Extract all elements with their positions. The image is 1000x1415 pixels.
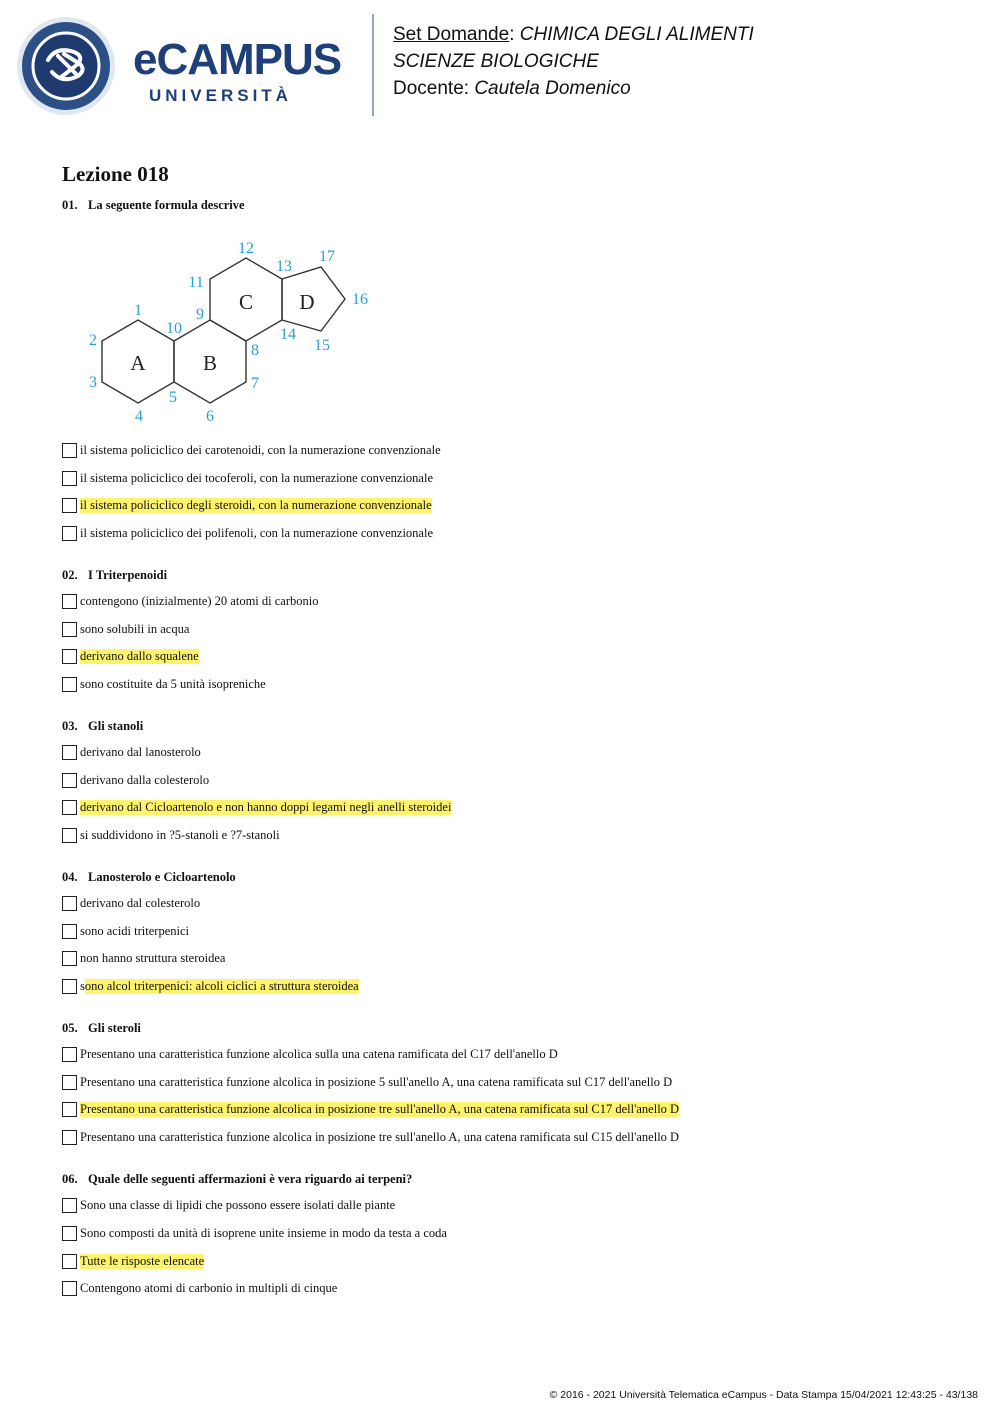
brand-wordmark [133, 35, 342, 106]
answer-checkbox[interactable] [62, 979, 77, 994]
atom-number: 1 [134, 302, 142, 319]
answer-checkbox[interactable] [62, 594, 77, 609]
answer-text: il sistema policiclico dei carotenoidi, con la numerazione convenzionale [80, 442, 441, 457]
answer-text: derivano dal colesterolo [80, 895, 201, 910]
answer-option[interactable] [62, 895, 200, 911]
answer-checkbox[interactable] [62, 622, 77, 637]
answer-option-correct[interactable] [62, 799, 451, 815]
atom-number: 5 [169, 389, 177, 406]
atom-number: 14 [280, 326, 296, 343]
question-01 [62, 198, 245, 213]
answer-text: Sono composti da unità di isoprene unite insieme in modo da testa a coda [80, 1225, 447, 1240]
header-divider [372, 14, 374, 116]
answer-checkbox[interactable] [62, 1254, 77, 1269]
question-04 [62, 870, 236, 885]
answer-text: sono costituite da 5 unità isopreniche [80, 676, 266, 691]
atom-number: 17 [319, 248, 335, 265]
answer-option[interactable] [62, 442, 441, 458]
answer-checkbox[interactable] [62, 896, 77, 911]
answer-option[interactable] [62, 470, 433, 486]
answer-text-highlighted: il sistema policiclico degli steroidi, con la numerazione convenzionale [80, 497, 432, 512]
answer-text-highlighted: Tutte le risposte elencate [80, 1253, 205, 1268]
answer-text: il sistema policiclico dei polifenoli, con la numerazione convenzionale [80, 525, 434, 540]
answer-checkbox[interactable] [62, 471, 77, 486]
answer-text-prefix: s [80, 978, 85, 993]
question-number: 02. [62, 568, 78, 582]
question-number: 06. [62, 1172, 78, 1186]
answer-checkbox[interactable] [62, 924, 77, 939]
atom-number: 15 [314, 337, 330, 354]
atom-number: 12 [238, 240, 254, 257]
answer-text: Presentano una caratteristica funzione alcolica sulla una catena ramificata del C17 dell'anello D [80, 1046, 558, 1061]
answer-text-highlighted: derivano dal Cicloartenolo e non hanno doppi legami negli anelli steroidei [80, 799, 452, 814]
question-number: 03. [62, 719, 78, 733]
atom-number: 11 [188, 274, 204, 291]
answer-text: Sono una classe di lipidi che possono essere isolati dalle piante [80, 1197, 396, 1212]
answer-checkbox[interactable] [62, 1130, 77, 1145]
atom-number: 8 [251, 342, 259, 359]
teacher-label: Docente: [393, 78, 475, 99]
ring-label-c: C [238, 290, 254, 314]
answer-checkbox[interactable] [62, 951, 77, 966]
answer-option[interactable] [62, 676, 266, 692]
ring-label-a: A [130, 351, 146, 375]
question-05 [62, 1021, 141, 1036]
ecampus-logo-icon [14, 16, 118, 116]
answer-text: sono acidi triterpenici [80, 923, 189, 938]
answer-option[interactable] [62, 950, 225, 966]
answer-option[interactable] [62, 1197, 395, 1213]
atom-number: 16 [352, 291, 368, 308]
answer-text: si suddividono in ?5-stanoli e ?7-stanoli [80, 827, 280, 842]
answer-text: il sistema policiclico dei tocoferoli, con la numerazione convenzionale [80, 470, 433, 485]
answer-option[interactable] [62, 827, 280, 843]
teacher-name: Cautela Domenico [474, 78, 631, 99]
ring-label-b: B [202, 351, 218, 375]
answer-text-highlighted: derivano dallo squalene [80, 648, 199, 663]
answer-option-correct[interactable] [62, 1253, 204, 1269]
answer-text: Contengono atomi di carbonio in multipli di cinque [80, 1280, 338, 1295]
answer-checkbox[interactable] [62, 1075, 77, 1090]
answer-text-highlighted: Presentano una caratteristica funzione alcolica in posizione tre sull'anello A, una catena ramificata sul C17 dell'anello D [80, 1101, 680, 1116]
brand-subtitle: UNIVERSITÀ [149, 86, 292, 105]
answer-checkbox[interactable] [62, 828, 77, 843]
question-text: Quale delle seguenti affermazioni è vera riguardo ai terpeni? [88, 1172, 413, 1186]
answer-option-correct[interactable] [62, 497, 432, 513]
ring-label-d: D [299, 290, 315, 314]
brand-name: eCAMPUS [133, 35, 342, 84]
answer-checkbox[interactable] [62, 800, 77, 815]
atom-number: 4 [135, 408, 143, 425]
answer-checkbox[interactable] [62, 1047, 77, 1062]
answer-option[interactable] [62, 525, 433, 541]
question-06 [62, 1172, 412, 1187]
set-colon: : [509, 24, 520, 45]
question-text: Gli stanoli [88, 719, 144, 733]
answer-option[interactable] [62, 593, 318, 609]
answer-option-correct[interactable] [62, 1101, 679, 1117]
answer-option[interactable] [62, 1225, 447, 1241]
answer-checkbox[interactable] [62, 1281, 77, 1296]
answer-checkbox[interactable] [62, 526, 77, 541]
answer-option-correct[interactable] [62, 978, 359, 994]
question-number: 05. [62, 1021, 78, 1035]
atom-number: 9 [196, 306, 204, 323]
atom-number: 6 [206, 408, 214, 425]
answer-option[interactable] [62, 1129, 679, 1145]
answer-text: contengono (inizialmente) 20 atomi di carbonio [80, 593, 319, 608]
answer-checkbox[interactable] [62, 745, 77, 760]
question-text: Lanosterolo e Cicloartenolo [88, 870, 236, 884]
degree-name: SCIENZE BIOLOGICHE [393, 51, 599, 72]
question-text: Gli steroli [88, 1021, 141, 1035]
answer-option[interactable] [62, 1280, 337, 1296]
answer-option[interactable] [62, 1074, 672, 1090]
lesson-title: Lezione 018 [62, 162, 169, 186]
answer-checkbox[interactable] [62, 773, 77, 788]
question-02 [62, 568, 167, 583]
answer-checkbox[interactable] [62, 649, 77, 664]
answer-checkbox[interactable] [62, 1102, 77, 1117]
answer-text-highlighted: ono alcol triterpenici: alcoli ciclici a struttura steroidea [84, 978, 359, 993]
answer-checkbox[interactable] [62, 498, 77, 513]
atom-number: 10 [166, 320, 182, 337]
steroid-ring-diagram [80, 232, 380, 428]
answer-text: non hanno struttura steroidea [80, 950, 226, 965]
answer-text: Presentano una caratteristica funzione alcolica in posizione tre sull'anello A, una catena ramificata sul C15 dell'anello D [80, 1129, 680, 1144]
answer-option[interactable] [62, 744, 201, 760]
atom-number: 7 [251, 375, 259, 392]
set-label: Set Domande [393, 24, 510, 45]
atom-number: 2 [89, 332, 97, 349]
answer-text: derivano dalla colesterolo [80, 772, 210, 787]
question-number: 01. [62, 198, 78, 212]
answer-text: Presentano una caratteristica funzione alcolica in posizione 5 sull'anello A, una catena ramificata sul C17 dell'anello D [80, 1074, 673, 1089]
answer-option[interactable] [62, 772, 209, 788]
answer-checkbox[interactable] [62, 1226, 77, 1241]
page-footer: © 2016 - 2021 Università Telematica eCampus - Data Stampa 15/04/2021 12:43:25 - 43/138 [549, 1389, 978, 1401]
question-text: La seguente formula descrive [88, 198, 245, 212]
question-text: I Triterpenoidi [88, 568, 168, 582]
answer-checkbox[interactable] [62, 677, 77, 692]
atom-number: 3 [89, 374, 97, 391]
question-number: 04. [62, 870, 78, 884]
header-info [393, 21, 754, 102]
answer-checkbox[interactable] [62, 443, 77, 458]
answer-option[interactable] [62, 621, 189, 637]
answer-text: derivano dal lanosterolo [80, 744, 201, 759]
course-name: CHIMICA DEGLI ALIMENTI [519, 24, 754, 45]
answer-checkbox[interactable] [62, 1198, 77, 1213]
question-03 [62, 719, 143, 734]
atom-number: 13 [276, 258, 292, 275]
answer-option[interactable] [62, 923, 189, 939]
answer-text: sono solubili in acqua [80, 621, 190, 636]
answer-option-correct[interactable] [62, 648, 199, 664]
answer-option[interactable] [62, 1046, 558, 1062]
